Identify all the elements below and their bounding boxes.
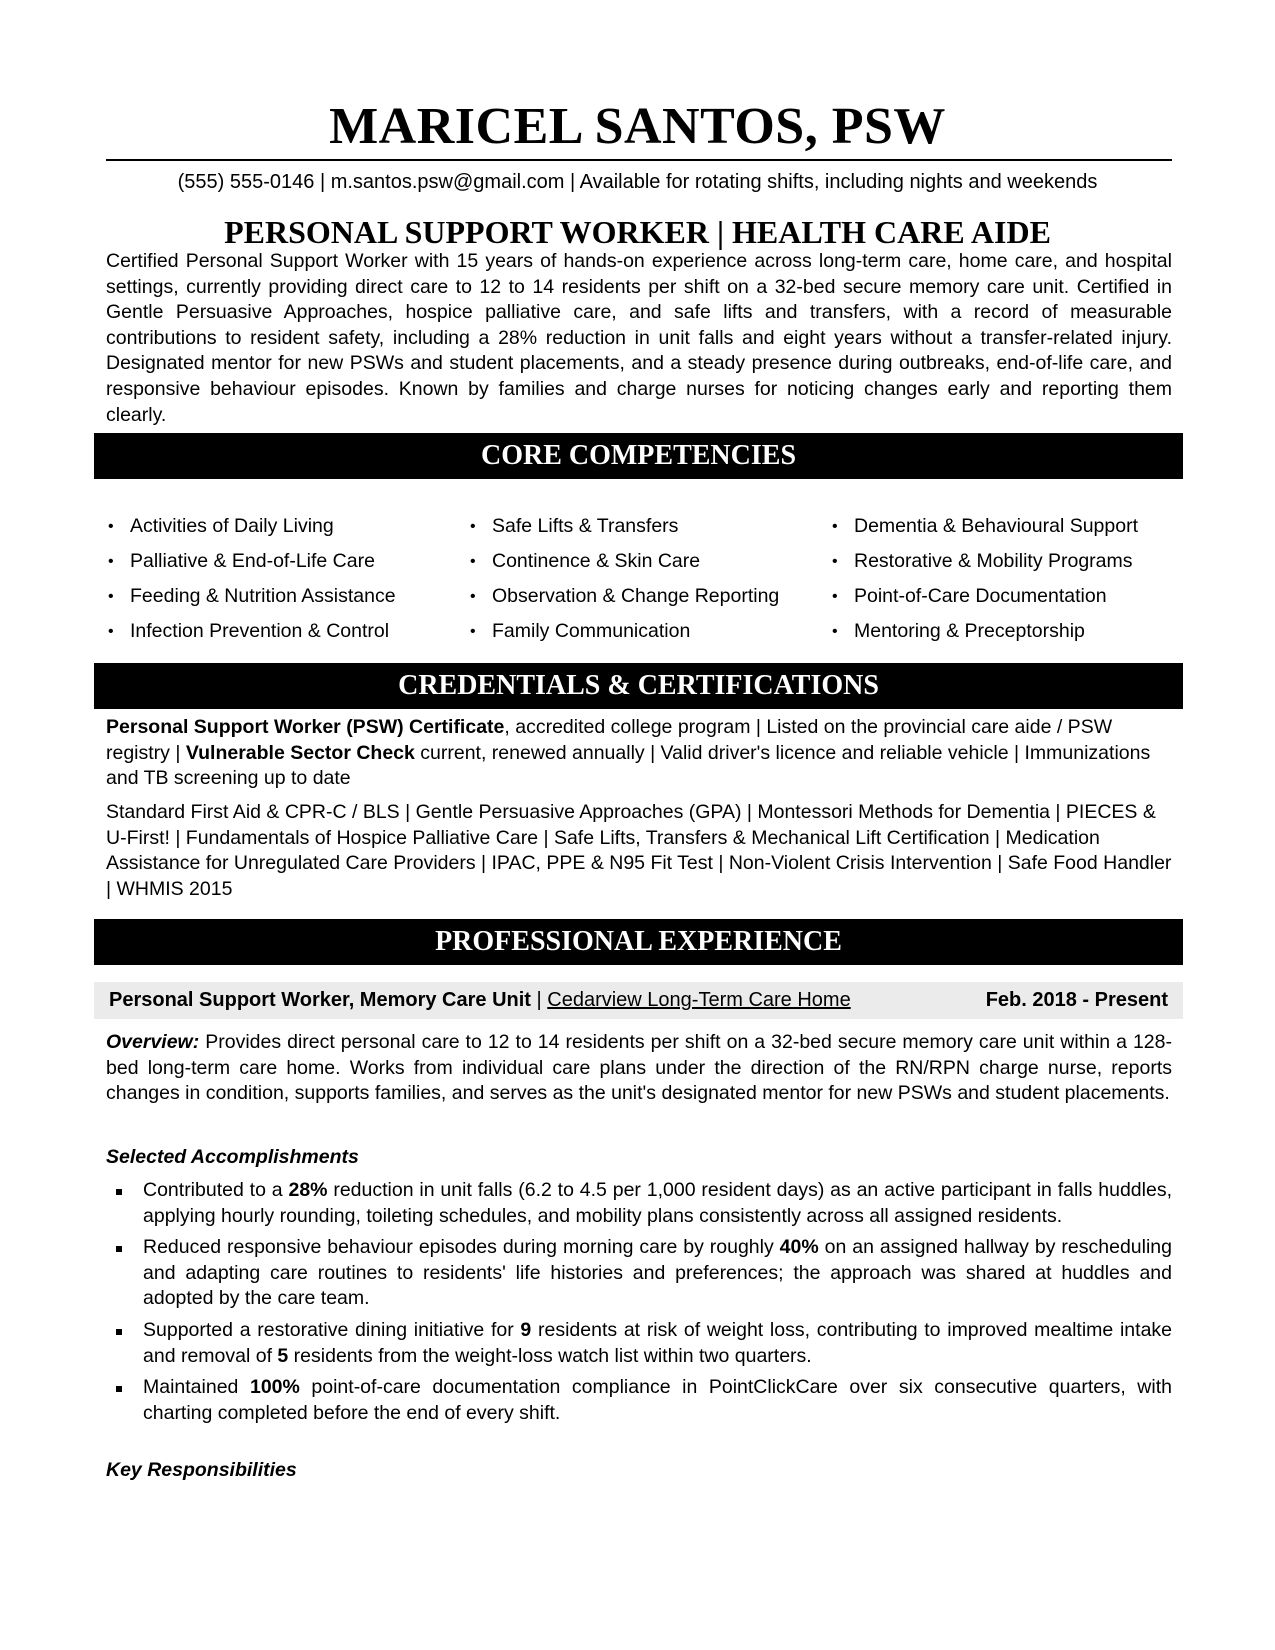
candidate-name: MARICEL SANTOS, PSW (329, 98, 946, 155)
competency-item: • Activities of Daily Living (106, 509, 468, 544)
job-separator: | (530, 989, 548, 1011)
accomplishment-item: Maintained 100% point-of-care documentation compliance in PointClickCare over six consecutive quarters, with charting completed before the end of every shift. (106, 1375, 1172, 1426)
responsibilities-heading: Key Responsibilities (106, 1459, 297, 1481)
competencies-column-1 (106, 509, 468, 649)
competency-item: • Restorative & Mobility Programs (830, 544, 1172, 579)
bullet-icon: • (832, 623, 838, 640)
competency-item: • Observation & Change Reporting (468, 579, 830, 614)
contact-line: (555) 555-0146 | m.santos.psw@gmail.com | Available for rotating shifts, including nights and weekends (177, 171, 1098, 193)
competency-item: • Family Communication (468, 614, 830, 649)
bullet-icon: • (832, 518, 838, 535)
job-dates: Feb. 2018 - Present (985, 989, 1168, 1011)
overview-label: Overview: (106, 1031, 200, 1053)
accomplishment-item: Contributed to a 28% reduction in unit falls (6.2 to 4.5 per 1,000 resident days) as an active participant in falls huddles, applying hourly rounding, toileting schedules, and mobility plans consistently across all assigned residents. (106, 1178, 1172, 1229)
competency-item: • Feeding & Nutrition Assistance (106, 579, 468, 614)
bullet-icon: • (832, 553, 838, 570)
square-bullet-icon (116, 1189, 122, 1195)
competency-item: • Point-of-Care Documentation (830, 579, 1172, 614)
summary-paragraph: Certified Personal Support Worker with 15 years of hands-on experience across long-term care, home care, and hospital settings, currently providing direct care to 12 to 14 residents per shift on a 32-bed secure memory care unit. Certified in Gentle Persuasive Approaches, hospice palliative care, and safe lifts and transfers, with a record of measurable contributions to resident safety, including a 28% reduction in unit falls and eight years without a transfer-related injury. Designated mentor for new PSWs and student placements, and a steady presence during outbreaks, end-of-life care, and responsive behaviour episodes. Known by families and charge nurses for noticing changes early and reporting them clearly. (106, 250, 1172, 426)
competency-item: • Continence & Skin Care (468, 544, 830, 579)
bullet-icon: • (108, 518, 114, 535)
professional-headline: PERSONAL SUPPORT WORKER | HEALTH CARE AIDE (224, 214, 1051, 250)
competency-item: • Safe Lifts & Transfers (468, 509, 830, 544)
bullet-icon: • (108, 588, 114, 605)
credentials-paragraph-1: Personal Support Worker (PSW) Certificate, accredited college program | Listed on the provincial care aide / PSW registry | Vulnerable Sector Check current, renewed annually | Valid driver's licence and reliable vehicle | Immunizations and TB screening up to date (106, 716, 1151, 790)
bullet-icon: • (108, 623, 114, 640)
competency-item: • Palliative & End-of-Life Care (106, 544, 468, 579)
bullet-icon: • (832, 588, 838, 605)
bullet-icon: • (470, 518, 476, 535)
competency-item: • Mentoring & Preceptorship (830, 614, 1172, 649)
section-heading-credentials: CREDENTIALS & CERTIFICATIONS (94, 663, 1183, 709)
competencies-column-3 (830, 509, 1172, 649)
bullet-icon: • (470, 553, 476, 570)
accomplishment-item: Supported a restorative dining initiative for 9 residents at risk of weight loss, contributing to improved mealtime intake and removal of 5 residents from the weight-loss watch list within two quarters. (106, 1318, 1172, 1369)
competency-item: • Dementia & Behavioural Support (830, 509, 1172, 544)
job-title-line (109, 982, 851, 1019)
accomplishments-heading: Selected Accomplishments (106, 1146, 359, 1168)
name-divider (106, 159, 1172, 161)
section-heading-competencies: CORE COMPETENCIES (94, 433, 1183, 479)
bullet-icon: • (470, 623, 476, 640)
job-title: Personal Support Worker, Memory Care Unit (109, 989, 531, 1011)
job-header (94, 982, 1183, 1019)
competency-item: • Infection Prevention & Control (106, 614, 468, 649)
square-bullet-icon (116, 1386, 122, 1392)
competencies-column-2 (468, 509, 830, 649)
square-bullet-icon (116, 1329, 122, 1335)
competencies-grid (106, 509, 1172, 649)
job-overview: Overview: Provides direct personal care to 12 to 14 residents per shift on a 32-bed secure memory care unit within a 128-bed long-term care home. Works from individual care plans under the direction of the RN/RPN charge nurse, reports changes in condition, supports families, and serves as the unit's designated mentor for new PSWs and student placements. (106, 1031, 1172, 1105)
accomplishment-item: Reduced responsive behaviour episodes during morning care by roughly 40% on an assigned hallway by rescheduling and adapting care routines to residents' life histories and preferences; the approach was shared at huddles and adopted by the care team. (106, 1235, 1172, 1312)
bullet-icon: • (108, 553, 114, 570)
bullet-icon: • (470, 588, 476, 605)
square-bullet-icon (116, 1246, 122, 1252)
accomplishments-list (106, 1178, 1172, 1432)
section-heading-experience: PROFESSIONAL EXPERIENCE (94, 919, 1183, 965)
employer-name: Cedarview Long-Term Care Home (547, 989, 851, 1011)
credentials-paragraph-2: Standard First Aid & CPR-C / BLS | Gentle Persuasive Approaches (GPA) | Montessori Methods for Dementia | PIECES & U-First! | Fundamentals of Hospice Palliative Care | Safe Lifts, Transfers & Mechanical Lift Certification | Medication Assistance for Unregulated Care Providers | IPAC, PPE & N95 Fit Test | Non-Violent Crisis Intervention | Safe Food Handler | WHMIS 2015 (106, 801, 1172, 900)
